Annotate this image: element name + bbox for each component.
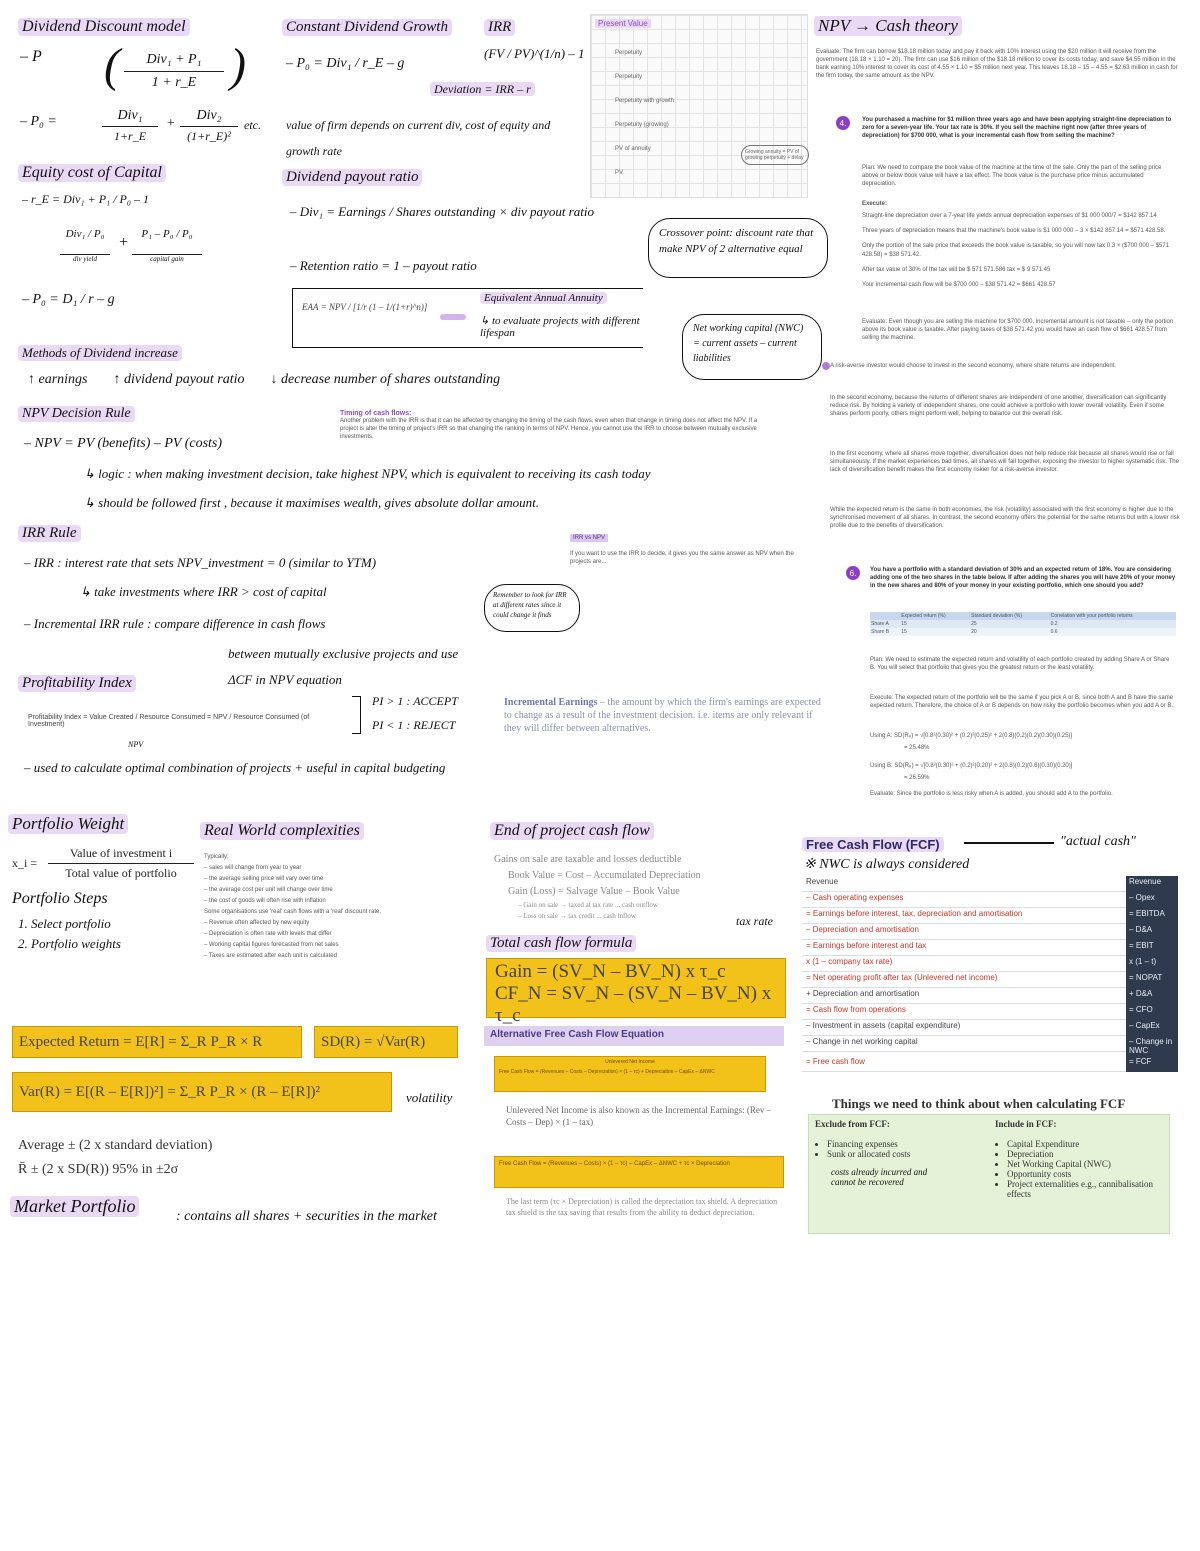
include-item-1: • Capital Expenditure (1007, 1139, 1163, 1149)
econ-text-1: A risk-averse investor would choose to invest in the second economy, where share returns are independent. (830, 363, 1117, 369)
fcf-row-label: Revenue (802, 876, 1126, 892)
mdi-item-earnings: ↑ earnings (28, 372, 88, 387)
include-item-3: • Net Working Capital (NWC) (1007, 1159, 1163, 1169)
ddm-eq2-t1-num: Div₁ (117, 108, 143, 123)
table-row: Share B 15 20 0.6 (870, 628, 1176, 636)
econ-text-3: In the first economy, where all shares move together, diversification does not help reduce risk because all shares would rise or fall simultaneously. If the market experiences bad times, all shares will fall together, exposing the investor to higher systematic risk. The lack of diversification benefit makes the first economy riskier for a risk-averse investor. (830, 451, 1179, 473)
q6-using-b-result: = 26.59% (904, 775, 930, 781)
afcf-box1: Free Cash Flow = (Revenues – Costs – Depreciation) × (1 – τc) + Depreciation – CapEx – ΔNWC (499, 1069, 715, 1075)
rwc-text: Typically: – sales will change from year to year – the average selling price will vary over time – the average cost per unit will change over time – the cost of goods will often rise with inflation Some organisations use 'real' cash flows with a 'real' discount rate. – Revenue often affected by new equity – Depreciation is often rate with levels that differ – Working capital figures forecasted from net sales – Taxes are estimated after each unit is calculated (204, 854, 382, 959)
ddm-eq1-den: 1 + r_E (151, 75, 197, 90)
q4-exec-1: Straight-line depreciation over a 7-year life yields annual depreciation expenses of $1 000 000/7 = $142 857.14 (862, 213, 1157, 219)
expected-return-formula: Expected Return = E[R] = Σ_R P_R × R (12, 1026, 302, 1058)
q6-using-a: Using A: SD(Rₚ) = √[0.8²(0.30)² + (0.2)²(0.25)² + 2(0.8)(0.2)(0.2)(0.30)(0.25)] (870, 733, 1073, 739)
q4-exec-2: Three years of depreciation means that the machine's book value is $1 000 000 – 3 × $142 857.14 = $571 428.58. (862, 228, 1166, 234)
include-title: Include in FCF: (995, 1119, 1057, 1129)
fcf-row-abbr: – D&A (1126, 924, 1178, 940)
pv-row-5: PV of annuity (615, 146, 651, 152)
fcf-row-abbr: x (1 – t) (1126, 956, 1178, 972)
present-value-panel (590, 14, 808, 198)
exclude-item-1: • Financing expenses (827, 1139, 995, 1149)
arrow-icon (440, 314, 466, 320)
ddm-eq2-t1-den: 1+r_E (113, 129, 147, 143)
q6-evaluate: Evaluate: Since the portfolio is less risky when A is added, you should add A to the portfolio. (870, 791, 1113, 797)
irr-incremental-2: between mutually exclusive projects and use (228, 646, 459, 661)
fcf-row-label: = Free cash flow (802, 1056, 1126, 1072)
fcf-row-abbr: Revenue (1126, 876, 1178, 892)
timing-title: Timing of cash flows: (340, 410, 412, 417)
average-rule-2: R̄ ± (2 x SD(R)) 95% in ±2σ (18, 1162, 179, 1177)
fcf-row-abbr: – CapEx (1126, 1020, 1178, 1036)
eop-title: End of project cash flow (490, 822, 654, 840)
q4-plan: Plan: We need to compare the book value of the machine at the time of the sale. Only the part of the selling price above or below book value will have a tax effect. The book value is the purchase price minus accumulated depreciation. (862, 165, 1162, 187)
nwc-note: Net working capital (NWC) = current assets – current liabilities (682, 314, 822, 380)
fcf-title: Free Cash Flow (FCF) (802, 837, 944, 852)
fcf-row-label: = Cash flow from operations (802, 1004, 1126, 1020)
pi-small: NPV (128, 740, 144, 749)
npv-logic: ↳ logic : when making investment decision, take highest NPV, which is equivalent to receiving its cash today (84, 466, 651, 481)
sd-formula: SD(R) = √Var(R) (314, 1026, 458, 1058)
fcf-row-abbr: = EBIT (1126, 940, 1178, 956)
irr-incremental: – Incremental IRR rule : compare difference in cash flows (24, 616, 326, 631)
eop-text-2: Book Value = Cost – Accumulated Depreciation (508, 870, 701, 881)
ddm-eq2-tail: etc. (244, 118, 261, 132)
ddm-eq1-num: Div₁ + P₁ (146, 52, 202, 67)
ddm-eq2-t2-den: (1+r_E)² (187, 129, 231, 143)
average-rule: Average ± (2 x standard deviation) (18, 1138, 213, 1153)
fcf-row-label: – Depreciation and amortisation (802, 924, 1126, 940)
timing-text: Another problem with the IRR is that it can be affected by changing the timing of the cash flows, even when that change in timing does not affect the NPV. If a project is alter the timing of project's IRR so that changing the ranking in terms of NPV. Hence, you cannot use the IRR to choose between mutually exclusive investments. (340, 418, 758, 440)
afcf-box1-label: Unlevered Net Income (605, 1059, 655, 1065)
eop-text-5: – Loss on sale → tax credit ... cash inflow (518, 912, 636, 920)
irr-vs-npv-badge: IRR vs NPV (570, 534, 608, 542)
npv-cash-evaluate: Evaluate: The firm can borrow $18.18 million today and pay it back with 10% interest using the $20 million it will receive from the government (18.18 × 1.10 = 20). The firm can use $16 million of the $18.18 million to cover its costs today, and save $4.55 million in the bank earning 10% interest to cover its cost of 4.55 × 1.10 = $5 million next year. This leaves 18.18 – 15 – 4.55 = $2.63 million in cash for the firm today, the same amount as the NPV. (816, 49, 1178, 79)
q4-number: 4. (836, 116, 850, 130)
q6-th-0 (870, 612, 900, 620)
q4-text: You purchased a machine for $1 million three years ago and have been applying straight-line depreciation to zero for a seven-year life. Your tax rate is 30%. If you sell the machine right now (after three years of depreciation) for $700 000, what is your incremental cash flow from selling the machine? (862, 117, 1172, 139)
q6-using-b: Using B: SD(Rₚ) = √[0.8²(0.30)² + (0.2)²(0.20)² + 2(0.8)(0.2)(0.6)(0.30)(0.20)] (870, 763, 1073, 769)
q6-th-1: Expected return (%) (901, 613, 946, 619)
q4-execute-label: Execute: (862, 201, 888, 207)
q6-text: You have a portfolio with a standard deviation of 30% and an expected return of 18%. You are considering adding one of the two shares in the table below. If after adding the shares you will have 20% of your money in the new shares and 80% of your money in your existing portfolio, which one should you add? (870, 567, 1176, 589)
irr-rule-title: IRR Rule (18, 525, 81, 542)
ddm-eq1-lhs: – P (20, 48, 42, 65)
pw-formula-den: Total value of portfolio (65, 866, 177, 880)
eaa-label: Equivalent Annual Annuity (480, 292, 607, 304)
ecc-eq2-a: Div₁ / P₀ (65, 228, 105, 240)
volatility-label: volatility (406, 1090, 453, 1105)
q4-exec-5: Your incremental cash flow will be $700 000 – $38 571.42 = $661 428.57 (862, 282, 1056, 288)
ecc-eq2-b: P₁ – P₀ / P₀ (141, 228, 193, 240)
afcf-box2: Free Cash Flow = (Revenues – Costs) × (1 – τc) – CapEx – ΔNWC + τc × Depreciation (494, 1156, 784, 1188)
pv-panel-note: Growing annuity = PV of growing perpetuity + delay (741, 145, 809, 165)
portfolio-steps-title: Portfolio Steps (12, 890, 108, 907)
tcf-eq-1: Gain = (SV_N – BV_N) x τ_c (495, 961, 726, 982)
rwc-title: Real World complexities (200, 822, 364, 840)
crossover-note: Crossover point: discount rate that make NPV of 2 alternative equal (648, 218, 828, 278)
dpr-eq1: – Div₁ = Earnings / Shares outstanding × div payout ratio (290, 204, 594, 219)
portfolio-weight-title: Portfolio Weight (8, 814, 128, 834)
ecc-eq1: – r_E = Div₁ + P₁ / P₀ – 1 (22, 192, 150, 206)
irr-incremental-3: ΔCF in NPV equation (228, 672, 342, 687)
eop-text-3: Gain (Loss) = Salvage Value – Book Value (508, 886, 680, 897)
fcf-nwc-note: ※ NWC is always considered (804, 857, 970, 872)
eop-text-4: – Gain on sale → taxed at tax rate ... cash outflow (518, 901, 658, 909)
pv-row-1: Perpetuity (615, 50, 643, 56)
fcf-row-abbr: + D&A (1126, 988, 1178, 1004)
fcf-table (802, 876, 1178, 1072)
cdg-note: value of firm depends on current div, cost of equity and growth rate (286, 118, 551, 158)
q4-evaluate: Evaluate: Even though you are selling the machine for $700 000, incremental amount is not taxable – only the portion above its book value is taxable. After paying taxes of $38 571.42 you would have an cash flow of $661 428.57 from selling the machine. (862, 319, 1174, 341)
table-row: Share A 15 25 0.2 (870, 620, 1176, 628)
irr-small-title: IRR (484, 19, 515, 36)
irr-take: ↳ take investments where IRR > cost of capital (80, 584, 327, 599)
npv-equation: – NPV = PV (benefits) – PV (costs) (24, 436, 223, 451)
fcf-row-label: – Change in net working capital (802, 1036, 1126, 1052)
fcf-row-abbr: = EBITDA (1126, 908, 1178, 924)
cdg-title: Constant Dividend Growth (282, 19, 452, 36)
ddm-title: Dividend Discount model (18, 18, 190, 36)
q6-th-3: Correlation with your portfolio returns (1050, 613, 1133, 619)
fcf-row-label: = Net operating profit after tax (Unlevered net income) (802, 972, 1126, 988)
q6-table (870, 612, 1176, 636)
irr-vs-npv-text: If you want to use the IRR to decide, it gives you the same answer as NPV when the projects are... (570, 551, 794, 565)
careful-note: Remember to look for IRR at different rates since it could change it finds (484, 584, 580, 632)
mdi-item-payout: ↑ dividend payout ratio (113, 372, 245, 387)
pv-row-4: Perpetuity (growing) (615, 122, 669, 128)
eaa-formula: EAA = NPV / [1/r (1 – 1/(1+r)^n)] (302, 302, 428, 312)
pi-reject: PI < 1 : REJECT (372, 718, 456, 732)
exclude-item-2: • Sunk or allocated costs (827, 1149, 995, 1159)
irr-def: – IRR : interest rate that sets NPV_investment = 0 (similar to YTM) (24, 555, 377, 570)
market-portfolio-text: : contains all shares + securities in the market (176, 1209, 437, 1224)
fcf-row-abbr: – Opex (1126, 892, 1178, 908)
fcf-arrow-note: "actual cash" (1060, 834, 1136, 849)
mdi-title: Methods of Dividend increase (18, 345, 182, 361)
q4-exec-3: Only the portion of the sale price that exceeds the book value is taxable, so you will now tax 0.3 × ($700 000 – $571 428.58) = $38 571.42. (862, 243, 1170, 258)
npv-rule-title: NPV Decision Rule (18, 406, 135, 422)
ecc-title: Equity cost of Capital (18, 164, 166, 182)
pv-row-3: Perpetuity with growth (615, 98, 675, 104)
irr-equation: (FV / PV)^(1/n) – 1 (484, 46, 585, 61)
fcf-think-box (808, 1114, 1170, 1234)
market-portfolio-title: Market Portfolio (10, 1196, 139, 1217)
dpr-eq2: – Retention ratio = 1 – payout ratio (290, 258, 477, 273)
include-item-4: • Opportunity costs (1007, 1169, 1163, 1179)
fcf-row-label: – Cash operating expenses (802, 892, 1126, 908)
ddm-eq2-t2-num: Div₂ (196, 108, 222, 123)
pi-accept: PI > 1 : ACCEPT (372, 694, 458, 708)
deviation: Deviation = IRR – r (430, 82, 535, 96)
ecc-eq3: – P₀ = D₁ / r – g (22, 292, 115, 307)
afcf-note-2: The last term (τc × Depreciation) is called the depreciation tax shield. A depreciation tax shield is the tax saving that results from the ability to deduct depreciation. (506, 1197, 778, 1217)
fcf-row-abbr: = NOPAT (1126, 972, 1178, 988)
q6-number: 6. (846, 566, 860, 580)
npv-cash-title: NPV → Cash theory (814, 16, 962, 36)
q4-exec-4: After tax value of 30% of the tax will be $ 571 571.586 tax = $ 9 571.45 (862, 267, 1051, 273)
fcf-row-abbr: – Change in NWC (1126, 1036, 1178, 1056)
econ-text-4: While the expected return is the same in both economies, the risk (volatility) associated with the first economy is higher due to the synchronised movement of all shares. In contrast, the second economy offers the potential for the same returns but with a lower risk profile due to the benefits of diversification. (830, 507, 1180, 529)
q6-th-2: Standard deviation (%) (971, 613, 1022, 619)
incremental-earnings-text: – the amount by which the firm's earnings are expected to change as a result of the investment decision. i.e. items are only relevant if they will differ between alternatives. (504, 697, 821, 734)
afcf-title: Alternative Free Cash Flow Equation (484, 1026, 784, 1046)
fcf-row-label: = Earnings before interest and tax (802, 940, 1126, 956)
fcf-row-label: x (1 – company tax rate) (802, 956, 1126, 972)
eop-text-1: Gains on sale are taxable and losses deductible (494, 854, 682, 865)
exclude-title: Exclude from FCF: (815, 1119, 890, 1129)
pi-formula: Profitability Index = Value Created / Resource Consumed = NPV / Resource Consumed (of Investment) (28, 714, 310, 728)
pi-note: – used to calculate optimal combination of projects + useful in capital budgeting (24, 760, 446, 775)
bullet-icon (822, 362, 830, 370)
pv-row-2: Perpetuity (615, 74, 643, 80)
fcf-row-label: = Earnings before interest, tax, depreciation and amortisation (802, 908, 1126, 924)
pv-row-6: PV (615, 170, 624, 176)
include-item-2: • Depreciation (1007, 1149, 1163, 1159)
econ-text-2: In the second economy, because the returns of different shares are independent of one another, diversification can significantly reduce risk. By holding a variety of independent shares, one could achieve a portfolio with lower overall volatility. Even if some shares perform poorly, others might perform well, helping to balance out the overall risk. (830, 395, 1167, 417)
afcf-note-1: Unlevered Net Income is also known as the Incremental Earnings: (Rev – Costs – Dep) × (1 – tax) (506, 1105, 772, 1127)
q6-execute: Execute: The expected return of the portfolio will be the same if you pick A or B, since both A and B have the same expected return. Therefore, the choice of A or B depends on how risky the portfolio becomes when you add A or B. (870, 695, 1174, 709)
ddm-eq2-lhs: – P₀ = (20, 114, 57, 129)
include-item-5: • Project externalities e.g., cannibalisation effects (1007, 1179, 1163, 1199)
dpr-title: Dividend payout ratio (282, 169, 422, 186)
fcf-row-abbr: = FCF (1126, 1056, 1178, 1072)
think-title: Things we need to think about when calculating FCF (832, 1096, 1126, 1111)
q6-plan: Plan: We need to estimate the expected return and volatility of each portfolio created by adding Share A or Share B. You will select that portfolio that gives you the greatest return or the least volatility. (870, 657, 1170, 671)
pi-title: Profitability Index (18, 675, 136, 692)
portfolio-step-2: 2. Portfolio weights (18, 936, 121, 951)
ecc-eq2-a-label: div yield (73, 255, 97, 263)
mdi-item-shares: ↓ decrease number of shares outstanding (270, 372, 501, 387)
fcf-arrow-icon (964, 842, 1054, 844)
pw-formula-num: Value of investment i (69, 846, 173, 860)
pw-formula-lhs: x_i = (12, 856, 38, 870)
q6-using-a-result: = 25.48% (904, 745, 930, 751)
fcf-row-label: – Investment in assets (capital expenditure) (802, 1020, 1126, 1036)
portfolio-step-1: 1. Select portfolio (18, 916, 111, 931)
npv-follow: ↳ should be followed first , because it maximises wealth, gives absolute dollar amount. (84, 495, 540, 510)
ecc-eq2-b-label: capital gain (150, 255, 184, 263)
tcf-eq-2: CF_N = SV_N – (SV_N – BV_N) x τ_c (495, 983, 772, 1026)
cdg-equation: – P₀ = Div₁ / r_E – g (286, 56, 405, 71)
tcf-title: Total cash flow formula (486, 935, 636, 952)
fcf-row-label: + Depreciation and amortisation (802, 988, 1126, 1004)
fcf-row-abbr: = CFO (1126, 1004, 1178, 1020)
incremental-earnings-title: Incremental Earnings (504, 697, 598, 708)
pv-panel-title: Present Value (595, 19, 651, 28)
tax-rate-note: tax rate (736, 914, 773, 928)
exclude-note: costs already incurred and cannot be recovered (831, 1167, 928, 1187)
eaa-note: ↳ to evaluate projects with different lifespan (480, 315, 640, 339)
variance-formula: Var(R) = E[(R – E[R])²] = Σ_R P_R × (R – E[R])² (12, 1072, 392, 1112)
